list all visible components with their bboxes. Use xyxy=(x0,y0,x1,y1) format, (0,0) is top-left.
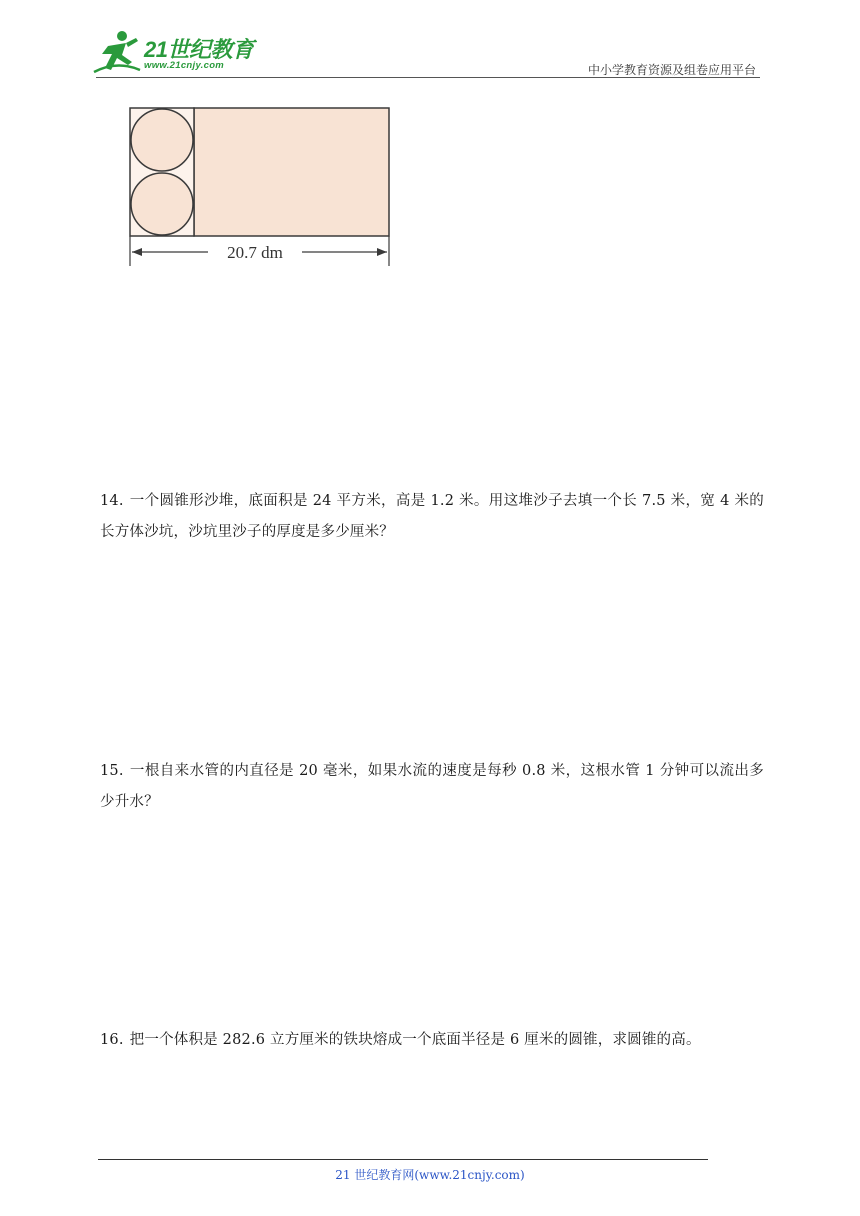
net-bottom-circle xyxy=(131,173,193,235)
runner-logo-icon xyxy=(92,30,142,76)
question-16 xyxy=(100,1025,764,1056)
site-slogan: 中小学教育资源及组卷应用平台 xyxy=(587,63,756,77)
question-15 xyxy=(100,756,764,818)
site-logo[interactable] xyxy=(92,30,262,78)
dimension-label: 20.7 dm xyxy=(227,243,283,262)
logo-url[interactable]: www.21cnjy.com xyxy=(144,60,225,71)
net-side-rectangle xyxy=(194,108,389,236)
question-number: 14. xyxy=(100,493,124,509)
header-divider xyxy=(96,77,760,78)
cylinder-net-figure xyxy=(126,104,396,274)
question-text: 把一个体积是 282.6 立方厘米的铁块熔成一个底面半径是 6 厘米的圆锥，求圆锥的高。 xyxy=(129,1032,701,1048)
question-text: 一个圆锥形沙堆，底面积是 24 平方米，高是 1.2 米。用这堆沙子去填一个长 7.5 米，宽 4 米的长方体沙坑，沙坑里沙子的厚度是多少厘米？ xyxy=(100,493,764,540)
question-14 xyxy=(100,486,764,548)
question-text: 一根自来水管的内直径是 20 毫米，如果水流的速度是每秒 0.8 米，这根水管 1 分钟可以流出多少升水？ xyxy=(100,763,764,810)
logo-text: 21世纪教育 xyxy=(144,37,254,62)
page-footer[interactable]: 21 世纪教育网(www.21cnjy.com) xyxy=(335,1168,525,1182)
question-number: 16. xyxy=(100,1032,124,1048)
footer-divider xyxy=(98,1159,708,1160)
question-number: 15. xyxy=(100,763,124,779)
page-header xyxy=(0,0,860,80)
net-top-circle xyxy=(131,109,193,171)
dimension-arrow-left xyxy=(132,248,142,256)
dimension-arrow-right xyxy=(377,248,387,256)
